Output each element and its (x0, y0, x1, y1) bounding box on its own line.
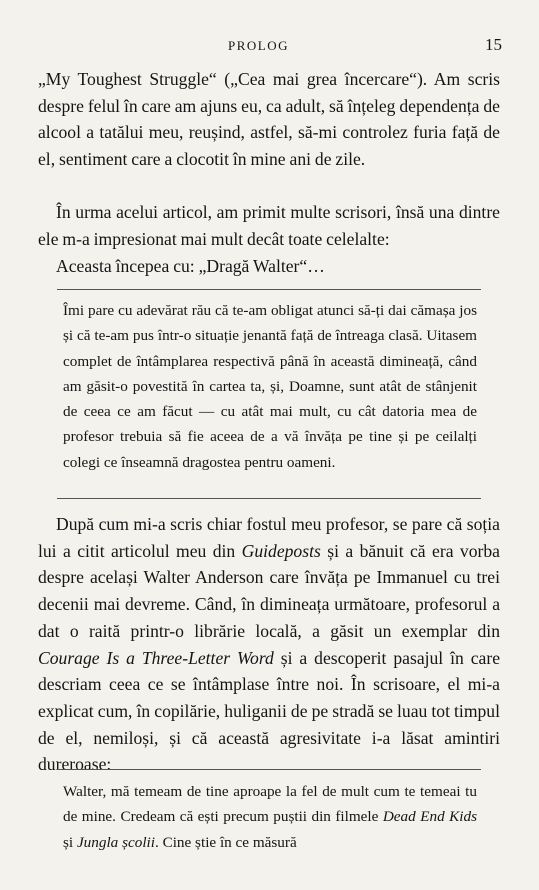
italic-title: Guideposts (241, 540, 321, 561)
quote-text: Îmi pare cu adevărat rău că te-am obligat atunci să-ți dai cămașa jos și că te-am pus într-o situație jenantă față de întreaga clasă. Uitasem complet de întâmplarea respectivă până în această dimineață, când am găsit-o povestită în cartea ta, și, Doamne, sunt atât de stânjenit de ceea ce am făcut — cu atât mai mult, cu cât datoria mea de profesor trebuia să fie aceea de a vă învăța pe tine și pe ceilalți colegi ce înseamnă dragostea pentru oameni. (63, 302, 477, 471)
paragraph-text: În urma acelui articol, am primit multe scrisori, însă una dintre ele m-a impresionat mai mult decât toate celelalte: (38, 202, 500, 249)
italic-title: Dead End Kids (382, 808, 477, 826)
paragraph-text: Aceasta începea cu: „Dragă Walter“… (56, 256, 325, 276)
page-number: 15 (485, 35, 502, 54)
letter-quote-1 (63, 298, 477, 475)
paragraph-1 (38, 66, 500, 173)
paragraph-4 (38, 511, 500, 778)
letter-quote-2 (63, 779, 477, 855)
paragraph-3 (38, 253, 500, 280)
quote-rule-top (57, 289, 481, 290)
italic-title: Courage Is a Three-Letter Word (38, 647, 274, 668)
paragraph-2 (38, 199, 500, 252)
paragraph-text: După cum mi-a scris chiar fostul meu profesor, se pare că soția lui a citit articolul meu din Guideposts și a bănuit că era vorba despre același Walter Anderson care învăța pe Immanuel cu trei decenii mai devreme. Când, în dimineața următoare, profesorul a dat o raită printr-o librărie locală, a găsit un exemplar din Courage Is a Three-Letter Word și a descoperit pasajul în care descriam ceea ce se întâmplase între noi. În scrisoare, el mi-a explicat cum, în copilărie, huliganii de pe stradă se luau tot timpul de el, nemiloși, și că această agresivitate i-a lăsat amintiri dureroase: (38, 514, 501, 775)
quote-text: Walter, mă temeam de tine aproape la fel de mult cum te temeai tu de mine. Credeam că ești precum puștii din filmele Dead End Kids și Jungla școlii. Cine știe în ce măsură (63, 783, 477, 851)
running-title: PROLOG (228, 38, 290, 53)
italic-title: Jungla școlii (76, 833, 155, 851)
paragraph-text: „My Toughest Struggle“ („Cea mai grea încercare“). Am scris despre felul în care am ajuns eu, ca adult, să înțeleg dependența de alcool a tatălui meu, reușind, astfel, să-mi controlez furia față de el, sentiment care a clocotit în mine ani de zile. (38, 69, 500, 170)
quote-rule-bottom (57, 498, 481, 499)
quote-rule-top (57, 769, 481, 770)
running-header (0, 35, 539, 58)
